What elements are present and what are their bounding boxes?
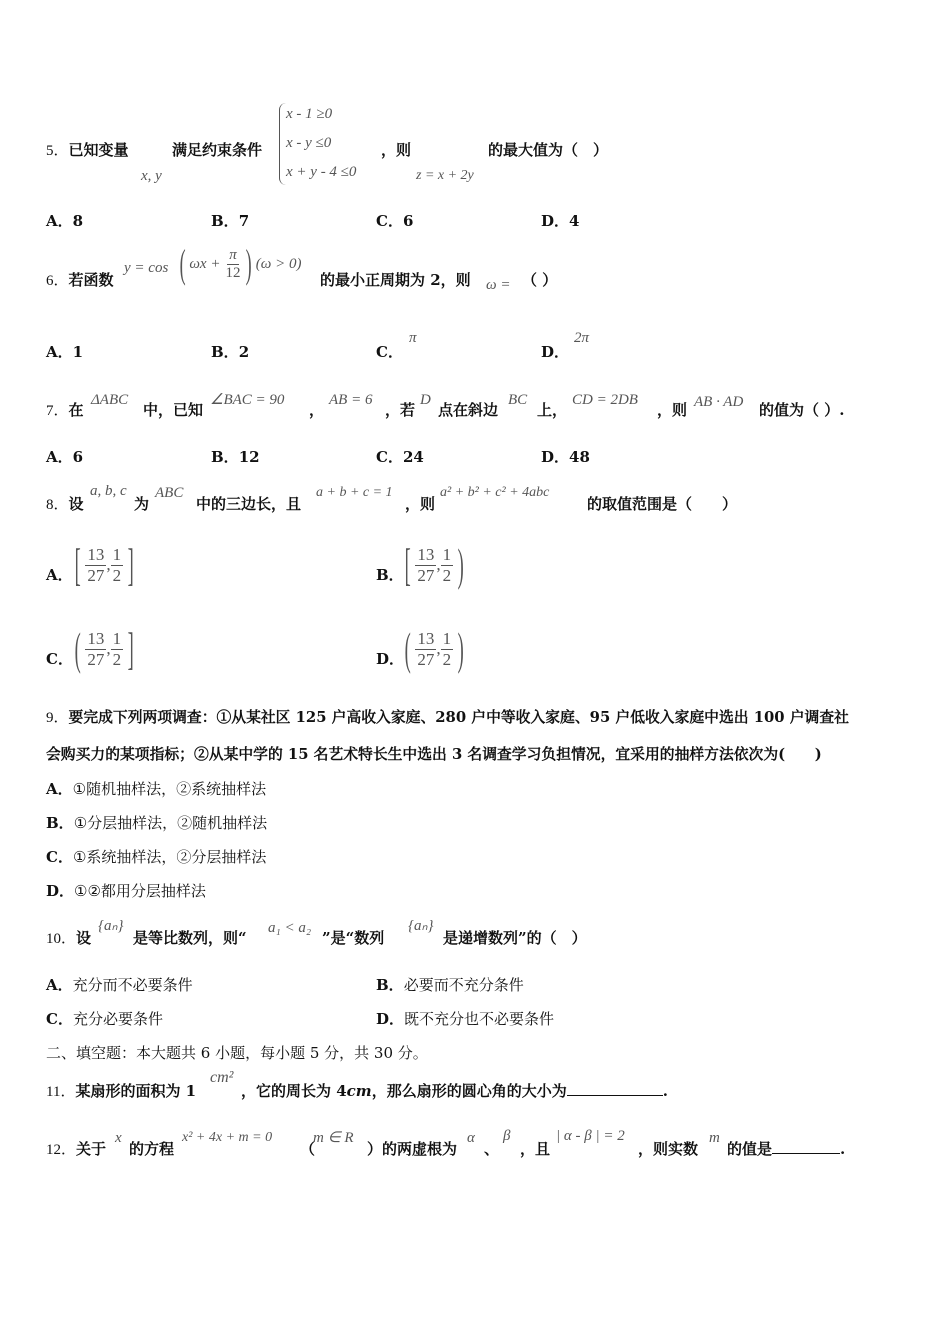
q12-text-5: 、 — [484, 1140, 500, 1158]
q12-answer-blank[interactable] — [772, 1139, 840, 1154]
q7-stem — [46, 400, 84, 421]
q5-option-b[interactable]: B．7 — [211, 212, 250, 230]
q7-text-4: ，若 — [385, 401, 416, 419]
q12-text-6: ，且 — [520, 1140, 551, 1158]
q9-option-d[interactable]: D．①②都用分层抽样法 — [46, 882, 206, 900]
q7-text-8: 的值为（ ）. — [759, 401, 845, 419]
q8-option-b-interval: [ $\frac{13}{27}$ , $\frac{1}{2}$ ) — [404, 539, 464, 590]
section-heading-fill-in: 二、填空题：本大题共 6 小题，每小题 5 分，共 30 分。 — [46, 1044, 428, 1062]
q5-vars: x, y — [141, 168, 162, 184]
q6-argument: ( ωx + $\frac{\pi}{12}$ ) (ω > 0) — [179, 241, 302, 286]
q12-text-3: （ — [300, 1140, 316, 1158]
q12-x: x — [115, 1130, 122, 1146]
q10-text-3: ”是“数列 — [322, 929, 385, 947]
q12-beta: β — [503, 1128, 511, 1144]
q11-stem — [46, 1081, 196, 1102]
q7-option-b[interactable]: B．12 — [211, 448, 260, 466]
q6-option-c[interactable]: C． — [376, 343, 403, 361]
q11-answer-blank[interactable] — [567, 1081, 663, 1096]
q8-sides: a, b, c — [90, 483, 127, 499]
q6-option-c-value: π — [409, 330, 417, 346]
q10-number: 10． — [46, 931, 77, 947]
q10-option-a[interactable]: A．充分而不必要条件 — [46, 976, 193, 994]
q5-option-c[interactable]: C．6 — [376, 212, 414, 230]
q7-text-3: ， — [309, 401, 325, 419]
q7-triangle: ΔABC — [91, 392, 129, 408]
q12-number: 12． — [46, 1142, 77, 1158]
q12-text-8: 的值是 . — [727, 1140, 846, 1158]
q10-option-c[interactable]: C．充分必要条件 — [46, 1010, 163, 1028]
q7-point-d: D — [420, 392, 431, 408]
q10-stem — [46, 928, 91, 949]
q6-stem — [46, 270, 114, 291]
q8-option-a-interval: [ $\frac{13}{27}$ , $\frac{1}{2}$ ] — [74, 539, 134, 590]
q11-number: 11． — [46, 1084, 76, 1100]
q8-sum: a + b + c = 1 — [316, 485, 393, 500]
q9-line-1: 9．要完成下列两项调查：①从某社区 125 户高收入家庭、280 户中等收入家庭、95 户低收入家庭中选出 100 户调查社 — [46, 709, 849, 726]
q12-stem — [46, 1139, 106, 1160]
q7-angle: ∠BAC = 90 — [210, 392, 285, 408]
q5-constraint-brace — [279, 103, 286, 185]
q10-text-2: 是等比数列，则“ — [133, 929, 247, 947]
q6-text-1: 若函数 — [68, 271, 114, 289]
q8-option-c-interval: ( $\frac{13}{27}$ , $\frac{1}{2}$ ] — [74, 623, 134, 674]
q8-option-d[interactable]: D． — [376, 650, 405, 668]
q5-text-1: 已知变量 — [68, 141, 129, 159]
q6-omega: ω = — [486, 277, 511, 293]
q7-bc: BC — [508, 392, 528, 408]
q6-option-d-value: 2π — [574, 330, 590, 346]
q6-pi-over-12: $\frac{\pi}{12}$ — [225, 246, 241, 281]
q6-option-d[interactable]: D． — [541, 343, 570, 361]
q7-cd: CD = 2DB — [572, 392, 638, 408]
q12-abs: | α - β | = 2 — [556, 1128, 625, 1144]
q10-sequence: {aₙ} — [98, 918, 124, 934]
q8-option-a[interactable]: A． — [46, 566, 73, 584]
q7-option-a[interactable]: A．6 — [46, 448, 84, 466]
q5-objective: z = x + 2y — [416, 168, 474, 183]
q7-ab: AB = 6 — [329, 392, 373, 408]
q8-text-1: 设 — [68, 495, 84, 513]
q8-text-5: 的取值范围是（ ） — [587, 495, 738, 513]
q5-text-4: 的最大值为（ ） — [488, 141, 609, 159]
q8-expression: a² + b² + c² + 4abc — [440, 485, 550, 500]
q5-constraint-2: x - y ≤0 — [286, 135, 332, 151]
q5-number: 5． — [46, 143, 69, 159]
q8-text-3: 中的三边长，且 — [196, 495, 302, 513]
q8-triangle: ABC — [155, 485, 184, 501]
q8-option-d-interval: ( $\frac{13}{27}$ , $\frac{1}{2}$ ) — [404, 623, 464, 674]
q7-text-1: 在 — [68, 401, 84, 419]
q12-condition: m ∈ R — [313, 1130, 354, 1146]
q10-sequence-2: {aₙ} — [408, 918, 434, 934]
q6-text-3: （ ） — [522, 271, 558, 289]
q11-text-1: 某扇形的面积为 1 — [75, 1082, 197, 1100]
q5-text-2: 满足约束条件 — [172, 141, 263, 159]
q7-option-d[interactable]: D．48 — [541, 448, 590, 466]
q6-function: y = cos — [124, 260, 169, 276]
q7-text-5: 点在斜边 — [438, 401, 499, 419]
q9-number: 9． — [46, 710, 69, 726]
q7-option-c[interactable]: C．24 — [376, 448, 424, 466]
q12-text-1: 关于 — [76, 1140, 107, 1158]
q12-text-7: ，则实数 — [638, 1140, 699, 1158]
q9-option-b[interactable]: B．①分层抽样法，②随机抽样法 — [46, 814, 268, 832]
q11-text-2: ，它的周长为 4cm，那么扇形的圆心角的大小为 . — [241, 1082, 668, 1100]
q12-text-4: ）的两虚根为 — [367, 1140, 458, 1158]
q5-option-d[interactable]: D．4 — [541, 212, 580, 230]
q5-constraint-3: x + y - 4 ≤0 — [286, 164, 357, 180]
q9-option-c[interactable]: C．①系统抽样法，②分层抽样法 — [46, 848, 267, 866]
q5-stem — [46, 140, 129, 161]
q12-equation: x² + 4x + m = 0 — [182, 1130, 273, 1145]
q7-text-7: ，则 — [657, 401, 688, 419]
q6-option-b[interactable]: B．2 — [211, 343, 250, 361]
q10-option-b[interactable]: B．必要而不充分条件 — [376, 976, 524, 994]
q11-unit: cm² — [210, 1069, 234, 1086]
q10-text-4: 是递增数列”的（ ） — [443, 929, 587, 947]
q8-text-4: ，则 — [405, 495, 436, 513]
q7-text-2: 中，已知 — [143, 401, 204, 419]
q8-stem — [46, 494, 84, 515]
q10-comparison: a₁ < a₂ — [268, 920, 312, 936]
q12-text-2: 的方程 — [129, 1140, 175, 1158]
q6-text-2: 的最小正周期为 2，则 — [320, 271, 471, 289]
q8-option-c[interactable]: C． — [46, 650, 73, 668]
q12-alpha: α — [467, 1130, 475, 1146]
q8-number: 8． — [46, 497, 69, 513]
q5-text-3: ，则 — [381, 141, 412, 159]
q7-number: 7． — [46, 403, 69, 419]
q9-option-a[interactable]: A．①随机抽样法，②系统抽样法 — [46, 780, 267, 798]
q10-text-1: 设 — [76, 929, 92, 947]
q8-text-2: 为 — [134, 495, 150, 513]
q6-number: 6． — [46, 273, 69, 289]
q6-option-a[interactable]: A．1 — [46, 343, 84, 361]
q9-line-2: 会购买力的某项指标；②从某中学的 15 名艺术特长生中选出 3 名调查学习负担情况，宜采用的抽样方法依次为( ) — [46, 746, 822, 763]
q5-option-a[interactable]: A．8 — [46, 212, 84, 230]
q7-dot-product: AB · AD — [694, 394, 744, 410]
q7-text-6: 上， — [537, 401, 568, 419]
q10-option-d[interactable]: D．既不充分也不必要条件 — [376, 1010, 555, 1028]
q12-m: m — [709, 1130, 720, 1146]
q8-option-b[interactable]: B． — [376, 566, 404, 584]
q5-constraint-1: x - 1 ≥0 — [286, 106, 333, 122]
